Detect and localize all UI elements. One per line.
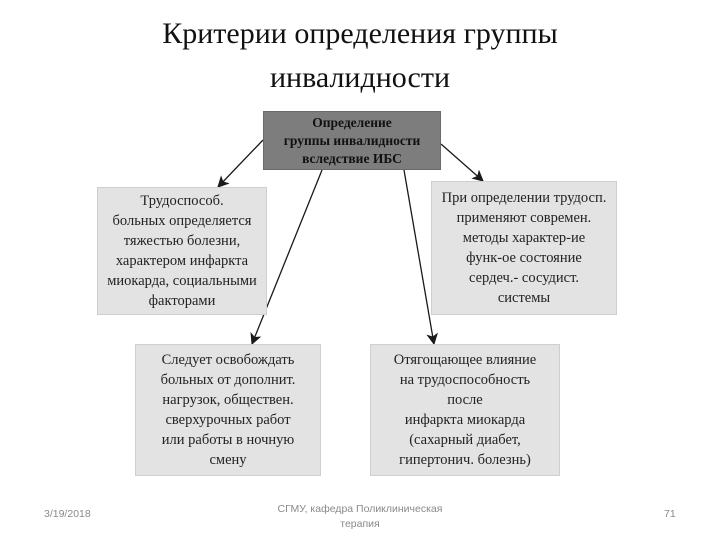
top-right-box-line: системы	[497, 290, 551, 306]
bottom-left-box-line: смену	[209, 452, 247, 468]
top-left-box-line: факторами	[148, 293, 216, 309]
bottom-right-box-line: гипертонич. болезнь)	[399, 452, 531, 468]
top-left-box-line: характером инфаркта	[115, 253, 249, 269]
central-box-line: группы инвалидности	[283, 132, 421, 148]
central-box-line: вследствие ИБС	[302, 150, 402, 166]
footer-organization	[240, 502, 480, 532]
top-right-box-line: При определении трудосп.	[441, 190, 607, 206]
bottom-right-box	[370, 344, 560, 476]
top-left-box-line: миокарда, социальными	[107, 273, 257, 289]
bottom-left-box	[135, 344, 321, 476]
top-right-box-line: применяют современ.	[456, 210, 592, 226]
footer-organization-line-1: СГМУ, кафедра Поликлиническая	[277, 503, 443, 515]
central-box	[263, 111, 441, 170]
slide-title-line-1: Критерии определения группы	[162, 17, 558, 50]
footer-date: 3/19/2018	[44, 508, 91, 520]
arrow-to-top-left	[218, 140, 263, 187]
arrow-to-bottom-right	[404, 170, 434, 344]
top-left-box	[97, 187, 267, 315]
top-right-box-line: методы характер-ие	[462, 230, 586, 246]
bottom-left-box-line: больных от дополнит.	[160, 372, 296, 388]
bottom-right-box-line: после	[447, 392, 483, 408]
top-right-box	[431, 181, 617, 315]
top-left-box-line: Трудоспособ.	[140, 193, 224, 209]
slide-title-line-2: инвалидности	[269, 61, 451, 94]
footer-organization-line-2: терапия	[340, 518, 380, 530]
bottom-left-box-line: или работы в ночную	[161, 432, 295, 448]
bottom-left-box-line: Следует освобождать	[161, 352, 295, 368]
top-left-box-line: тяжестью болезни,	[123, 233, 241, 249]
top-right-box-line: сердеч.- сосудист.	[468, 270, 579, 286]
bottom-left-box-line: сверхурочных работ	[165, 412, 291, 428]
bottom-right-box-line: Отягощающее влияние	[393, 352, 537, 368]
bottom-left-box-line: нагрузок, общеcтвен.	[162, 392, 294, 408]
central-box-line: Определение	[312, 114, 392, 130]
top-left-box-line: больных определяется	[112, 213, 252, 229]
top-right-box-line: функ-ое состояние	[466, 250, 582, 266]
footer-page-number: 71	[664, 508, 676, 520]
bottom-right-box-line: на трудоспособность	[399, 372, 531, 388]
bottom-right-box-line: инфаркта миокарда	[404, 412, 526, 428]
arrow-to-top-right	[441, 144, 483, 181]
bottom-right-box-line: (сахарный диабет,	[409, 432, 521, 448]
